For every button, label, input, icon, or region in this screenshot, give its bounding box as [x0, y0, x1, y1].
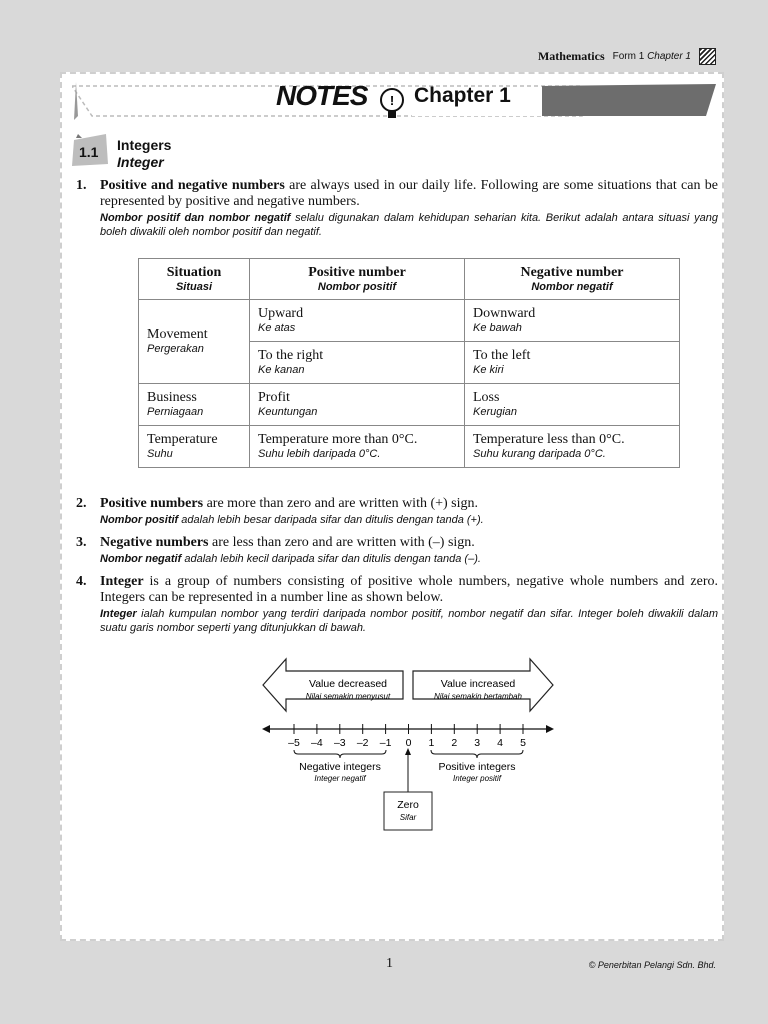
tick-label: 2 [451, 737, 458, 749]
section-number: 1.1 [79, 144, 99, 160]
svg-text:Integer positif: Integer positif [452, 774, 502, 783]
page-number: 1 [386, 956, 393, 971]
page-content [60, 72, 724, 941]
situation-table: Situation Situasi Positive number Nombor positif Negative number Nombor negatif Movement Pergerakan Upward Ke atas Downward Ke bawah To the right Ke kanan To the left Ke kiri Business Perniagaan Profit Keuntungan Loss Kerugian Temperature Suhu Temperature more than 0°C. Suhu lebih daripada 0°C. Temperature less than 0°C. Suhu kurang daripada 0°C. [138, 258, 680, 468]
tick-label: –1 [379, 737, 392, 749]
tick-label: 4 [497, 737, 504, 749]
svg-text:Negative integers: Negative integers [299, 761, 381, 773]
point-2: 2. Positive numbers are more than zero and are written with (+) sign. Nombor positif adalah lebih besar daripada sifar dan ditulis dengan tanda (+). [76, 496, 484, 526]
notes-banner [72, 80, 716, 122]
notes-title: NOTES [276, 80, 368, 111]
book-icon [699, 48, 716, 65]
number-line-diagram [258, 654, 558, 834]
zero-box [384, 792, 432, 830]
tick-label: 5 [520, 737, 526, 749]
tick-label: –2 [356, 737, 369, 749]
point-4: 4. Integer is a group of numbers consisting of positive whole numbers, negative whole numbers and zero. Integers can be represented in a number line as shown below. Integer ialah kumpulan nombor yang terdiri daripada nombor positif, nombor negatif dan sifar. Integer boleh diwakili dalam suatu garis nombor seperti yang ditunjukkan di bawah. [76, 574, 718, 634]
tick-label: –3 [333, 737, 346, 749]
svg-text:Value increased: Value increased [440, 678, 516, 690]
svg-text:Positive integers: Positive integers [438, 761, 516, 773]
tick-label: –4 [311, 737, 323, 749]
svg-text:Integer negatif: Integer negatif [314, 774, 366, 783]
chapter-title: Chapter 1 [414, 84, 511, 107]
header-form: Form 1 Chapter 1 [612, 51, 691, 62]
point-1: 1. Positive and negative numbers are always used in our daily life. Following are some situations that can be represented by positive and negative numbers. Nombor positif dan nombor negatif selalu digunakan dalam kehidupan seharian kita. Berikut adalah antara situasi yang boleh diwakili oleh nombor positif dan negatif. [76, 178, 719, 238]
svg-text:!: ! [389, 93, 395, 108]
tick-label: 3 [474, 737, 481, 749]
copyright: © Penerbitan Pelangi Sdn. Bhd. [588, 960, 716, 970]
section-title: Integers Integer [117, 137, 172, 170]
svg-text:Zero: Zero [397, 799, 419, 811]
table-row: To the right Ke kanan To the left Ke kiri [139, 342, 680, 384]
header-subject: Mathematics [537, 49, 605, 63]
svg-text:Nilai semakin bertambah: Nilai semakin bertambah [433, 692, 523, 701]
table-row: Movement Pergerakan Upward Ke atas Downward Ke bawah [139, 300, 680, 342]
page-header [538, 48, 716, 65]
svg-text:Value decreased: Value decreased [308, 678, 388, 690]
svg-text:Sifar: Sifar [399, 813, 417, 822]
table-row: Business Perniagaan Profit Keuntungan Loss Kerugian [139, 384, 680, 426]
tick-label: –5 [288, 737, 300, 749]
table-row: Temperature Suhu Temperature more than 0°C. Suhu lebih daripada 0°C. Temperature less than 0°C. Suhu kurang daripada 0°C. [139, 426, 680, 468]
point-3: 3. Negative numbers are less than zero and are written with (–) sign. Nombor negatif adalah lebih kecil daripada sifar dan ditulis dengan tanda (–). [76, 535, 481, 565]
tick-label: 0 [405, 737, 412, 749]
tick-label: 1 [428, 737, 435, 749]
svg-text:Nilai semakin menyusut: Nilai semakin menyusut [305, 692, 391, 701]
